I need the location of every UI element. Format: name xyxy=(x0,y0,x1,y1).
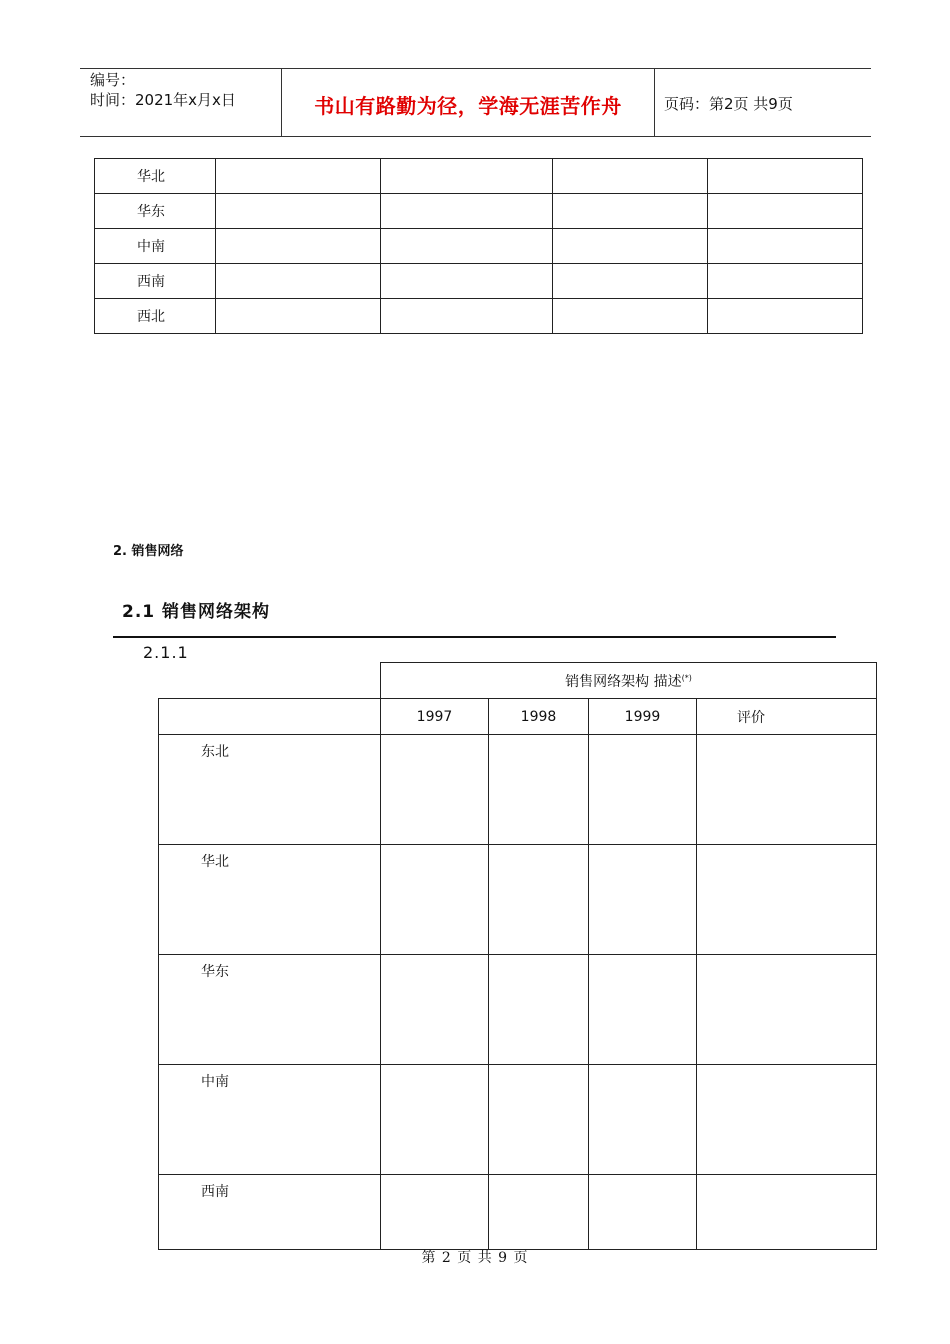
table-cell[interactable] xyxy=(381,194,553,229)
table-cell[interactable] xyxy=(553,194,708,229)
table-cell[interactable] xyxy=(589,1065,697,1175)
table-cell[interactable] xyxy=(489,955,589,1065)
table-cell[interactable] xyxy=(708,299,863,334)
document-number: 编号： xyxy=(90,71,136,89)
table-cell[interactable] xyxy=(489,1175,589,1250)
header-page-number: 页码：第2页 共9页 xyxy=(664,95,793,113)
header-bottom-rule xyxy=(80,136,871,137)
region-label: 华东 xyxy=(159,955,381,1065)
section-heading: 2. 销售网络 xyxy=(113,544,184,559)
region-label: 华东 xyxy=(95,194,216,229)
header-divider xyxy=(654,69,655,136)
header-top-rule xyxy=(80,68,871,69)
table-cell[interactable] xyxy=(381,1175,489,1250)
table-cell[interactable] xyxy=(489,1065,589,1175)
table-cell[interactable] xyxy=(216,299,381,334)
table-cell[interactable] xyxy=(381,229,553,264)
table-row xyxy=(95,229,863,264)
table-cell[interactable] xyxy=(553,264,708,299)
table-cell[interactable] xyxy=(553,229,708,264)
table-cell[interactable] xyxy=(489,845,589,955)
table-row xyxy=(159,955,877,1065)
table-cell[interactable] xyxy=(708,159,863,194)
header-info xyxy=(90,70,236,110)
table-cell[interactable] xyxy=(381,955,489,1065)
table-cell[interactable] xyxy=(697,1175,877,1250)
table-row xyxy=(159,1175,877,1250)
footnote-marker: (*) xyxy=(681,672,692,682)
group-header-label: 销售网络架构 描述 xyxy=(565,673,682,690)
empty-header-cell xyxy=(159,699,381,735)
region-table-continued xyxy=(94,158,863,334)
table-row xyxy=(95,299,863,334)
table-cell[interactable] xyxy=(589,735,697,845)
column-header-evaluation: 评价 xyxy=(697,699,877,735)
table-cell[interactable] xyxy=(381,1065,489,1175)
table-cell[interactable] xyxy=(381,735,489,845)
table-cell[interactable] xyxy=(589,955,697,1065)
region-label: 东北 xyxy=(159,735,381,845)
table-cell[interactable] xyxy=(708,194,863,229)
sales-network-table xyxy=(158,662,877,1250)
table-row xyxy=(95,194,863,229)
table-cell[interactable] xyxy=(381,299,553,334)
table-row xyxy=(95,264,863,299)
table-cell[interactable] xyxy=(589,845,697,955)
table-cell[interactable] xyxy=(589,1175,697,1250)
region-label: 西南 xyxy=(159,1175,381,1250)
table-cell[interactable] xyxy=(216,159,381,194)
region-label: 华北 xyxy=(95,159,216,194)
document-time: 时间：2021年x月x日 xyxy=(90,91,236,109)
table-cell[interactable] xyxy=(216,264,381,299)
subsubsection-heading: 2.1.1 xyxy=(143,643,189,662)
region-label: 中南 xyxy=(95,229,216,264)
region-label: 西北 xyxy=(95,299,216,334)
column-header-1999: 1999 xyxy=(589,699,697,735)
table-row xyxy=(159,735,877,845)
table-cell[interactable] xyxy=(697,955,877,1065)
table-cell[interactable] xyxy=(697,1065,877,1175)
empty-corner-cell xyxy=(159,663,381,699)
heading-rule xyxy=(113,636,836,638)
table-cell[interactable] xyxy=(489,735,589,845)
region-label: 中南 xyxy=(159,1065,381,1175)
table-cell[interactable] xyxy=(381,845,489,955)
table-cell[interactable] xyxy=(708,229,863,264)
table-header-row xyxy=(159,699,877,735)
column-header-1997: 1997 xyxy=(381,699,489,735)
table-cell[interactable] xyxy=(553,159,708,194)
subsection-heading: 2.1 销售网络架构 xyxy=(122,602,271,622)
table-cell[interactable] xyxy=(553,299,708,334)
region-label: 西南 xyxy=(95,264,216,299)
table-row xyxy=(159,1065,877,1175)
header-motto: 书山有路勤为径，学海无涯苦作舟 xyxy=(314,94,622,118)
table-cell[interactable] xyxy=(381,264,553,299)
table-header-row xyxy=(159,663,877,699)
column-header-1998: 1998 xyxy=(489,699,589,735)
table-cell[interactable] xyxy=(697,735,877,845)
group-header xyxy=(381,663,877,699)
region-label: 华北 xyxy=(159,845,381,955)
table-cell[interactable] xyxy=(381,159,553,194)
table-cell[interactable] xyxy=(216,194,381,229)
table-cell[interactable] xyxy=(697,845,877,955)
table-cell[interactable] xyxy=(708,264,863,299)
table-row xyxy=(159,845,877,955)
table-row xyxy=(95,159,863,194)
page-footer: 第 2 页 共 9 页 xyxy=(421,1250,529,1266)
table-cell[interactable] xyxy=(216,229,381,264)
